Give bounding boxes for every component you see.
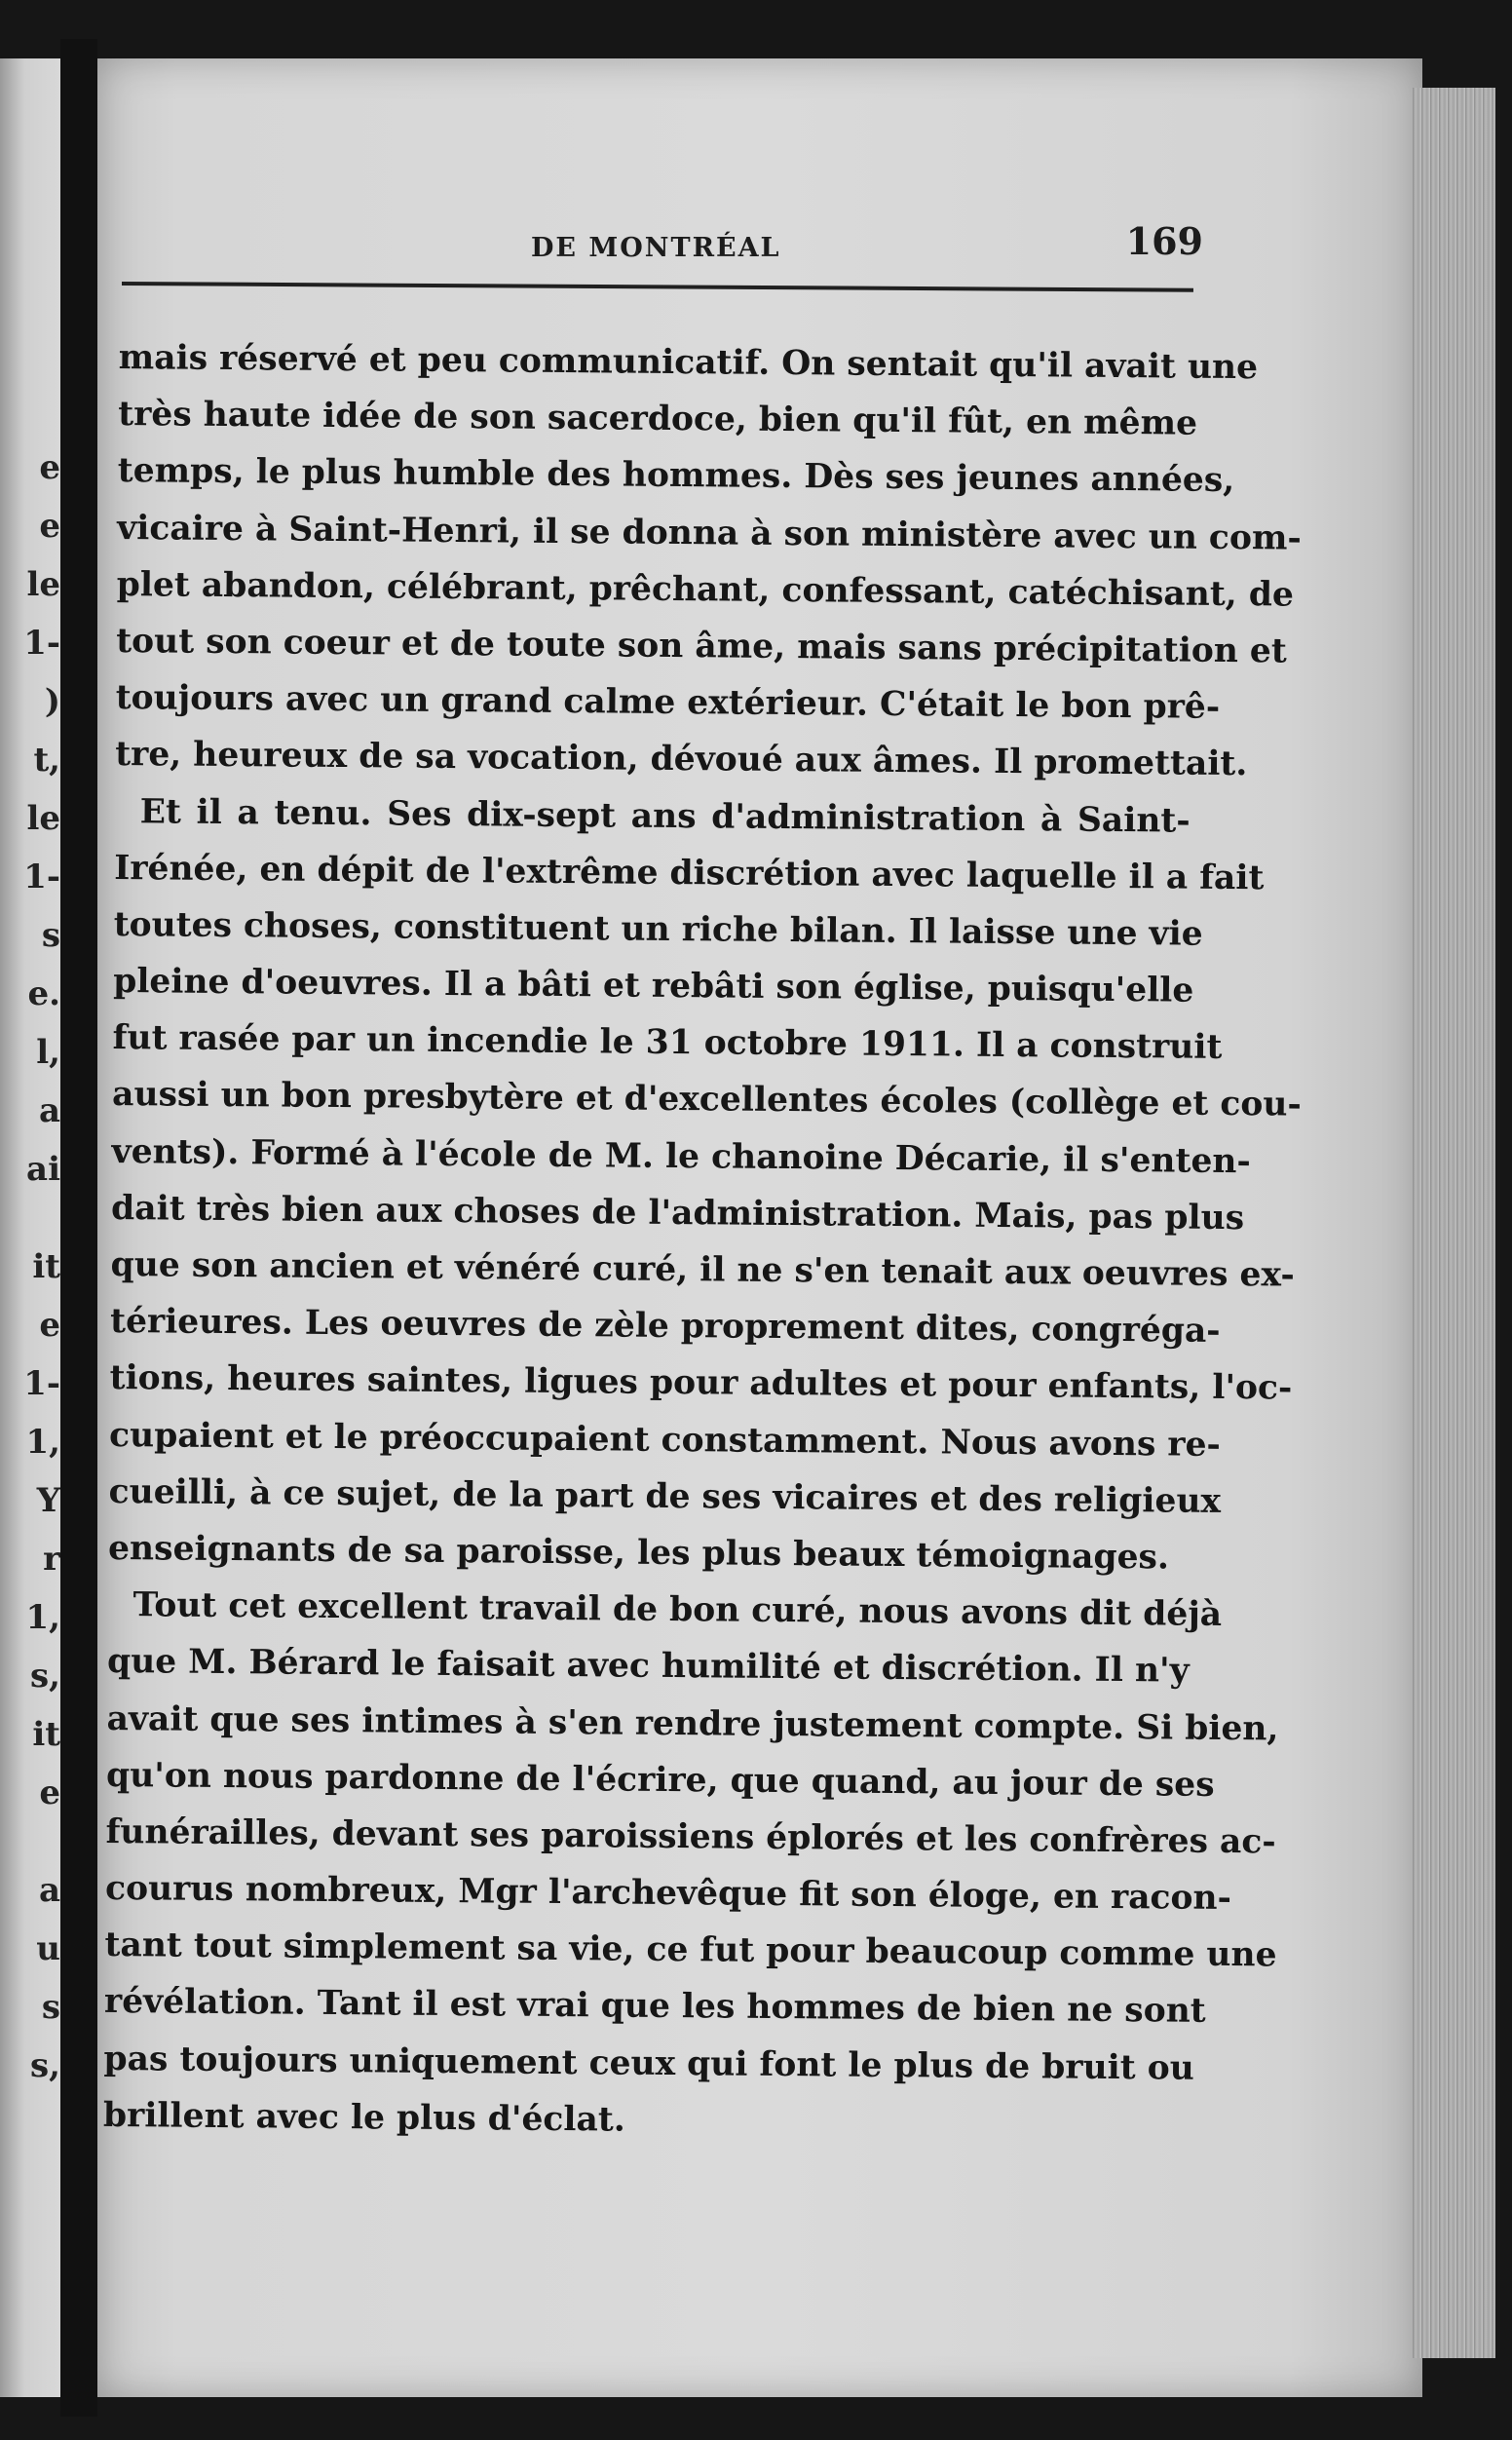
text-line: funérailles, devant ses paroissiens éplorés et les confrères ac- — [105, 1811, 1276, 1862]
facing-page-fragment: s — [41, 916, 60, 955]
paragraph — [107, 782, 1302, 1585]
text-line: dait très bien aux choses de l'administration. Mais, pas plus — [110, 1188, 1245, 1238]
text-line: tant tout simplement sa vie, ce fut pour beaucoup comme une — [104, 1925, 1277, 1975]
facing-page-fragment: e — [39, 1306, 60, 1345]
text-line: vents). Formé à l'école de M. le chanoine Décarie, il s'enten- — [111, 1131, 1251, 1181]
text-line: pas toujours uniquement ceux qui font le plus de bruit ou — [103, 2039, 1194, 2088]
text-line: vicaire à Saint-Henri, il se donna à son ministère avec un com- — [117, 508, 1302, 558]
text-line: térieures. Les oeuvres de zèle proprement dites, congréga- — [109, 1302, 1221, 1352]
facing-page-fragment: 1- — [23, 1364, 60, 1403]
facing-page-fragment: ai — [26, 1150, 60, 1189]
text-line: mais réservé et peu communicatif. On sentait qu'il avait une — [118, 337, 1259, 388]
facing-page-fragment: a — [38, 1871, 60, 1910]
text-line: plet abandon, célébrant, prêchant, confessant, catéchisant, de — [116, 564, 1295, 615]
facing-page-fragment: s, — [30, 1657, 60, 1696]
facing-page-fragment: le — [26, 799, 60, 838]
facing-page-fragment: it — [32, 1715, 60, 1754]
text-line: courus nombreux, Mgr l'archevêque fit son éloge, en racon- — [104, 1869, 1232, 1919]
text-line: que M. Bérard le faisait avec humilité et discrétion. Il n'y — [106, 1642, 1190, 1691]
facing-page-fragment: Y — [36, 1481, 60, 1520]
text-line: toutes choses, constituent un riche bilan. Il laisse une vie — [113, 904, 1203, 954]
text-line: avait que ses intimes à s'en rendre justement compte. Si bien, — [106, 1698, 1279, 1748]
text-line: très haute idée de son sacerdoce, bien qu'il fût, en même — [118, 395, 1198, 443]
text-line: tout son coeur et de toute son âme, mais sans précipitation et — [116, 621, 1287, 671]
text-line: Tout cet excellent travail de bon curé, nous avons dit déjà — [132, 1585, 1223, 1635]
facing-page-fragment: e — [39, 448, 60, 487]
facing-page-fragment: e — [39, 507, 60, 546]
facing-page-fragment: e. — [27, 974, 60, 1013]
page-header — [122, 219, 1203, 278]
facing-page-fragment: 1- — [23, 624, 60, 663]
text-line: tions, heures saintes, ligues pour adultes et pour enfants, l'oc- — [109, 1358, 1293, 1408]
book-gutter — [60, 39, 97, 2417]
paragraph — [115, 329, 1302, 792]
facing-page-fragment: u — [36, 1929, 60, 1968]
facing-page-fragment: it — [32, 1247, 60, 1286]
text-line: cupaient et le préoccupaient constamment. Nous avons re- — [108, 1415, 1222, 1465]
text-line: que son ancien et vénéré curé, il ne s'en tenait aux oeuvres ex- — [110, 1244, 1295, 1295]
text-line: brillent avec le plus d'éclat. — [102, 2095, 625, 2140]
facing-page-edge — [0, 58, 60, 2397]
text-line: pleine d'oeuvres. Il a bâti et rebâti son église, puisqu'elle — [112, 962, 1194, 1010]
text-line: cueilli, à ce sujet, de la part de ses vicaires et des religieux — [108, 1471, 1222, 1521]
facing-page-fragment: 1, — [25, 1423, 60, 1462]
text-line: fut rasée par un incendie le 31 octobre 1911. Il a construit — [112, 1018, 1223, 1068]
facing-page-fragment: le — [26, 565, 60, 604]
facing-page-fragment: s — [41, 1988, 60, 2027]
text-line: qu'on nous pardonne de l'écrire, que quand, au jour de ses — [105, 1755, 1215, 1805]
text-line: Et il a tenu. Ses dix-sept ans d'administration à Saint- — [139, 791, 1191, 841]
facing-page-fragment: t, — [33, 741, 60, 780]
page-block-edge — [1413, 88, 1495, 2358]
facing-page-fragment: e — [39, 1773, 60, 1812]
facing-page-fragment: ) — [44, 682, 60, 721]
paragraph — [102, 1577, 1279, 2153]
text-line: temps, le plus humble des hommes. Dès ses jeunes années, — [117, 451, 1235, 501]
text-line: tre, heureux de sa vocation, dévoué aux âmes. Il promettait. — [115, 735, 1248, 784]
text-line: toujours avec un grand calme extérieur. C'était le bon prê- — [115, 678, 1221, 728]
facing-page-fragment: 1, — [25, 1598, 60, 1637]
facing-page-fragment: s, — [30, 2046, 60, 2085]
page-number: 169 — [1125, 219, 1203, 263]
facing-page-fragment: 1- — [23, 858, 60, 896]
facing-page-fragment: a — [38, 1091, 60, 1130]
text-line: aussi un bon presbytère et d'excellentes écoles (collège et cou- — [111, 1075, 1302, 1125]
text-line: Irénée, en dépit de l'extrême discrétion avec laquelle il a fait — [114, 848, 1265, 897]
text-line: enseignants de sa paroisse, les plus beaux témoignages. — [107, 1528, 1170, 1578]
facing-page-fragment: r — [43, 1540, 60, 1579]
running-head: DE MONTRÉAL — [531, 233, 781, 263]
facing-page-fragment: l, — [36, 1033, 60, 1072]
body-text — [102, 329, 1302, 2154]
text-line: révélation. Tant il est vrai que les hommes de bien ne sont — [103, 1982, 1206, 2032]
